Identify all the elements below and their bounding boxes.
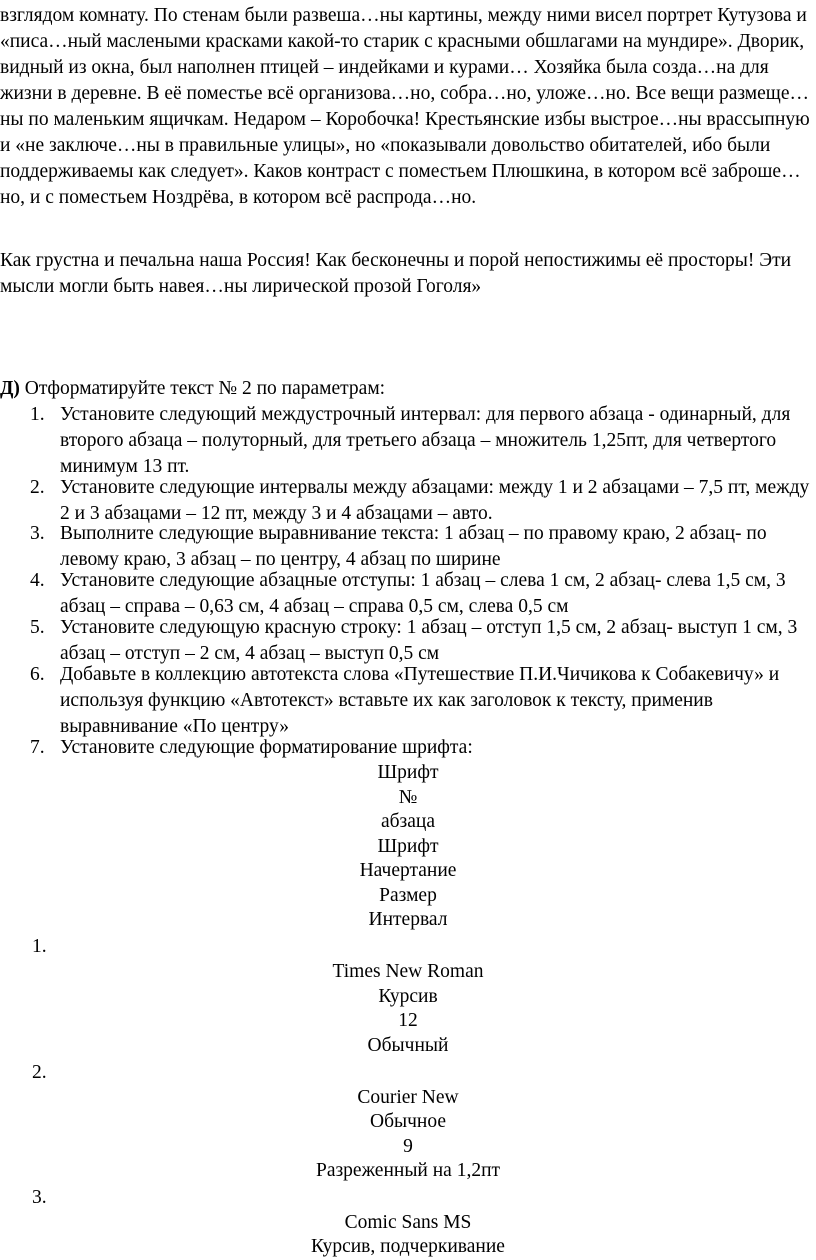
table-cell: Разреженный на 1,2пт bbox=[315, 1160, 501, 1181]
task-number: 6. bbox=[30, 664, 45, 685]
table-header-cell: Шрифт bbox=[377, 836, 439, 857]
table-header-cell: № bbox=[398, 787, 418, 808]
table-header-cell: Размер bbox=[379, 885, 437, 906]
table-header-cell: Интервал bbox=[368, 909, 448, 930]
task-text: Установите следующую красную строку: 1 абзац – отступ 1,5 см, 2 абзац- выступ 1 см, 3 абзац – отступ – 2 см, 4 абзац – выступ 0,5 см bbox=[60, 617, 798, 664]
table-cell: 12 bbox=[398, 1010, 418, 1031]
table-cell: Comic Sans MS bbox=[344, 1212, 472, 1233]
task-number: 7. bbox=[30, 737, 45, 758]
text-paragraph-2: Как грустна и печальна наша Россия! Как бесконечны и порой непостижимы её просторы! Эти мысли могли быть навея…ны лирической прозой Гоголя» bbox=[0, 250, 792, 297]
task-item-3 bbox=[30, 521, 812, 573]
task-item-1 bbox=[30, 402, 812, 480]
task-number: 3. bbox=[30, 523, 45, 544]
task-text: Установите следующие абзацные отступы: 1 абзац – слева 1 см, 2 абзац- слева 1,5 см, 3 абзац – справа – 0,63 см, 4 абзац – справа 0,5 см, слева 0,5 см bbox=[60, 570, 786, 617]
task-text: Установите следующий междустрочный интервал: для первого абзаца - одинарный, для второго абзаца – полуторный, для третьего абзаца – множитель 1,25пт, для четвертого минимум 13 пт. bbox=[60, 404, 791, 477]
task-item-5 bbox=[30, 615, 812, 667]
table-header-cell: абзаца bbox=[380, 811, 436, 832]
task-item-7 bbox=[30, 735, 812, 761]
table-cell: Обычное bbox=[370, 1111, 446, 1132]
task-text: Добавьте в коллекцию автотекста слова «Путешествие П.И.Чичикова к Собакевичу» и используя функцию «Автотекст» вставьте их как заголовок к тексту, применив выравнивание «По центру» bbox=[60, 664, 780, 737]
table-row-number: 2. bbox=[32, 1062, 47, 1083]
table-header-cell: Начертание bbox=[359, 860, 457, 881]
table-cell: Курсив bbox=[378, 986, 438, 1007]
task-item-4 bbox=[30, 568, 812, 620]
section-heading bbox=[0, 376, 385, 402]
table-row-number: 3. bbox=[32, 1187, 47, 1208]
section-letter: Д) bbox=[0, 378, 20, 399]
table-cell: Times New Roman bbox=[332, 961, 484, 982]
task-item-2 bbox=[30, 475, 812, 527]
task-item-6 bbox=[30, 662, 812, 740]
table-cell: Курсив, подчеркивание bbox=[311, 1236, 505, 1257]
task-number: 2. bbox=[30, 477, 45, 498]
task-number: 1. bbox=[30, 404, 45, 425]
text-paragraph-1: взглядом комнату. По стенам были развеша…ны картины, между ними висел портрет Кутузова и «писа…ный маслеными красками какой-то старик с красными обшлагами на мундире». Дворик, видный из окна, был наполнен птицей – индейками и курами… Хозяйка была созда…на для жизни в деревне. В её поместье всё организова…но, собра…но, уложе…но. Все вещи размеще…ны по маленьким ящичкам. Недаром – Коробочка! Крестьянские избы выстрое…ны врассыпную и «не заключе…ны в правильные улицы», но «показывали довольство обитателей, ибо были поддерживаемы как следует». Каков контраст с поместьем Плюшкина, в котором всё заброше…но, и с поместьем Ноздрёва, в котором всё распрода…но. bbox=[0, 5, 810, 208]
table-cell: 9 bbox=[403, 1136, 413, 1157]
section-title: Отформатируйте текст № 2 по параметрам: bbox=[19, 378, 386, 399]
task-text: Установите следующие форматирование шрифта: bbox=[60, 737, 473, 758]
table-cell: Обычный bbox=[367, 1035, 449, 1056]
task-number: 5. bbox=[30, 617, 45, 638]
table-row-number: 1. bbox=[32, 936, 47, 957]
task-text: Выполните следующие выравнивание текста: 1 абзац – по правому краю, 2 абзац- по левому краю, 3 абзац – по центру, 4 абзац по ширине bbox=[60, 523, 767, 570]
table-cell: Courier New bbox=[357, 1087, 459, 1108]
task-text: Установите следующие интервалы между абзацами: между 1 и 2 абзацами – 7,5 пт, между 2 и 3 абзацами – 12 пт, между 3 и 4 абзацами – авто. bbox=[60, 477, 810, 524]
task-number: 4. bbox=[30, 570, 45, 591]
table-header-cell: Шрифт bbox=[377, 762, 439, 783]
